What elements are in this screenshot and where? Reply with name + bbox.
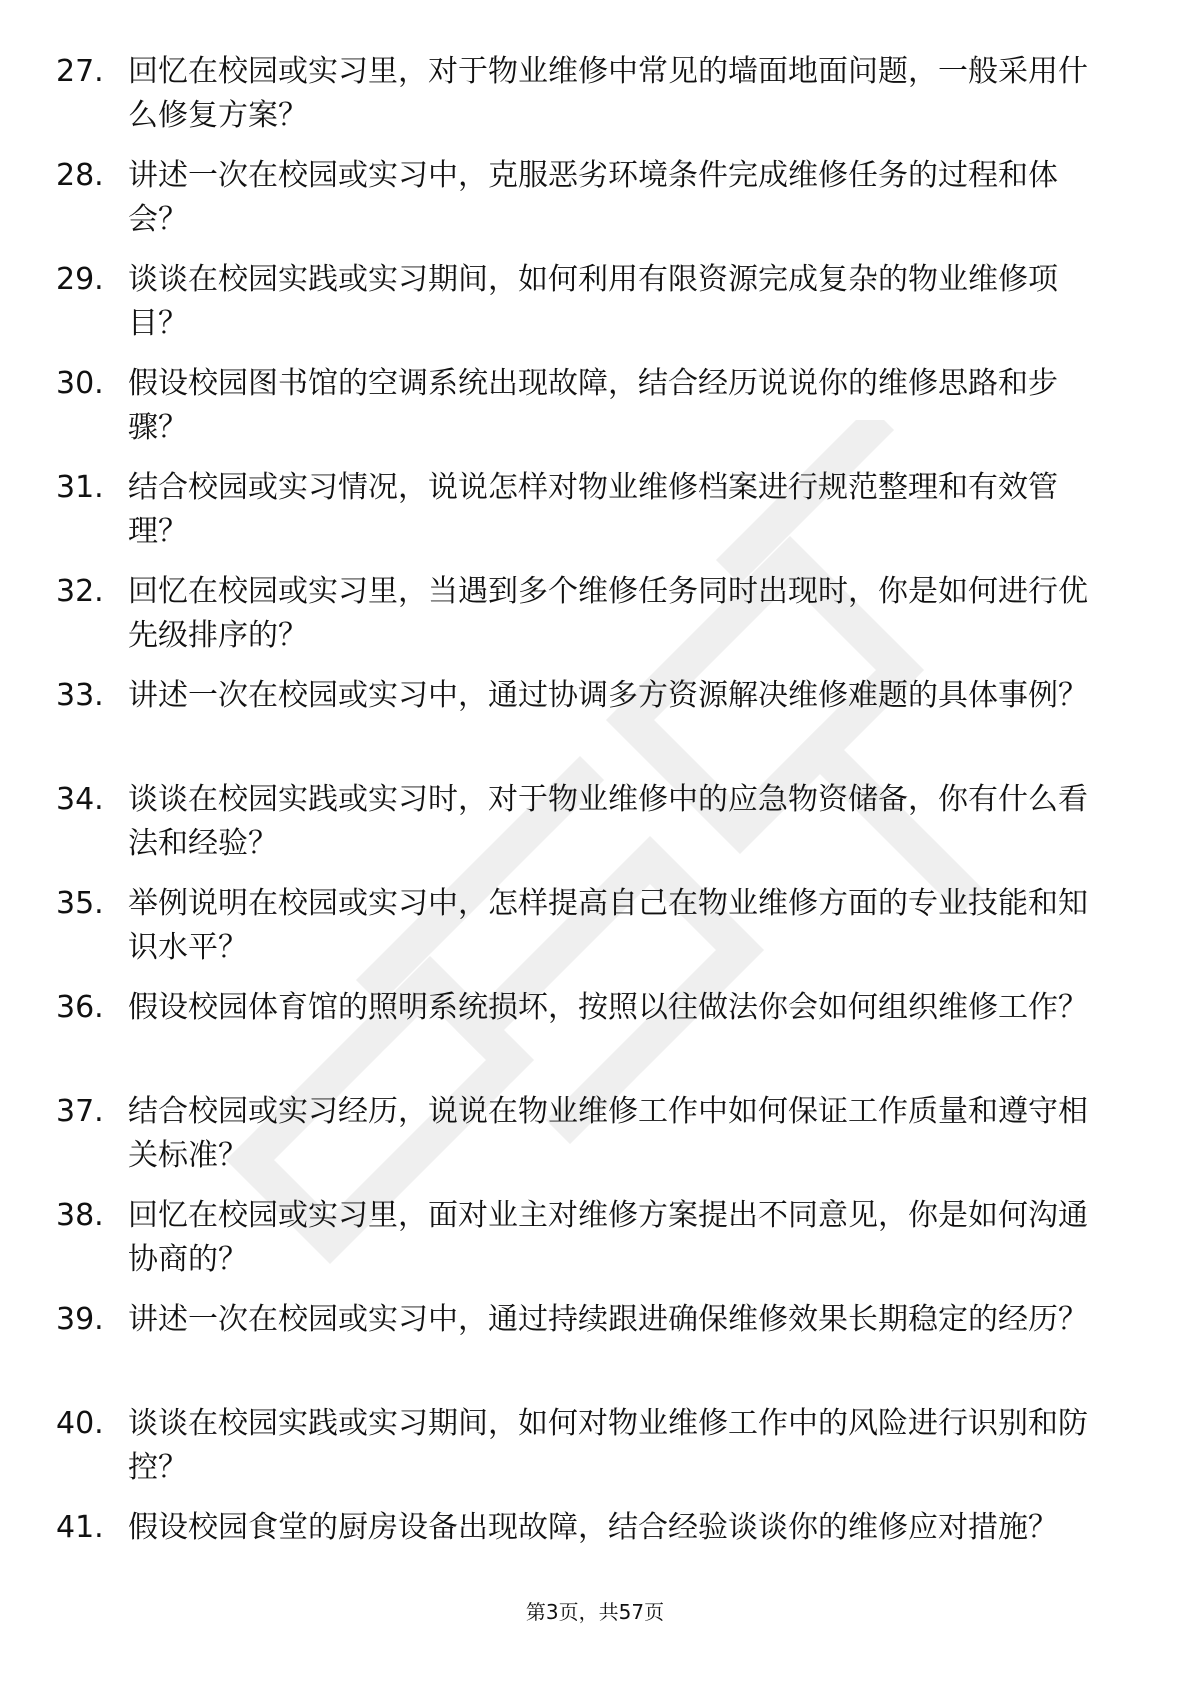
question-text: 结合校园或实习情况，说说怎样对物业维修档案进行规范整理和有效管理？ — [128, 470, 1058, 549]
question-item — [0, 570, 1190, 674]
question-text: 回忆在校园或实习里，对于物业维修中常见的墙面地面问题，一般采用什么修复方案？ — [128, 54, 1088, 133]
question-item — [0, 1194, 1190, 1298]
question-number: 39. — [56, 1302, 104, 1337]
question-number: 32. — [56, 574, 104, 609]
question-item — [0, 674, 1190, 778]
question-number: 30. — [56, 366, 104, 401]
question-text: 假设校园食堂的厨房设备出现故障，结合经验谈谈你的维修应对措施？ — [128, 1510, 1058, 1545]
question-item — [0, 362, 1190, 466]
question-text: 讲述一次在校园或实习中，通过协调多方资源解决维修难题的具体事例？ — [128, 678, 1088, 713]
question-item — [0, 882, 1190, 986]
question-number: 27. — [56, 54, 104, 89]
question-text: 回忆在校园或实习里，当遇到多个维修任务同时出现时，你是如何进行优先级排序的？ — [128, 574, 1088, 653]
question-list — [0, 50, 1190, 1610]
question-text: 举例说明在校园或实习中，怎样提高自己在物业维修方面的专业技能和知识水平？ — [128, 886, 1088, 965]
question-number: 38. — [56, 1198, 104, 1233]
question-number: 36. — [56, 990, 104, 1025]
question-item — [0, 1298, 1190, 1402]
question-text: 结合校园或实习经历，说说在物业维修工作中如何保证工作质量和遵守相关标准？ — [128, 1094, 1088, 1173]
question-item — [0, 258, 1190, 362]
question-text: 回忆在校园或实习里，面对业主对维修方案提出不同意见，你是如何沟通协商的？ — [128, 1198, 1088, 1277]
question-text: 谈谈在校园实践或实习时，对于物业维修中的应急物资储备，你有什么看法和经验？ — [128, 782, 1088, 861]
question-number: 29. — [56, 262, 104, 297]
question-item — [0, 466, 1190, 570]
question-number: 33. — [56, 678, 104, 713]
question-text: 假设校园图书馆的空调系统出现故障，结合经历说说你的维修思路和步骤？ — [128, 366, 1058, 445]
question-item — [0, 154, 1190, 258]
question-text: 讲述一次在校园或实习中，克服恶劣环境条件完成维修任务的过程和体会？ — [128, 158, 1058, 237]
question-number: 31. — [56, 470, 104, 505]
question-number: 37. — [56, 1094, 104, 1129]
question-item — [0, 1090, 1190, 1194]
question-text: 谈谈在校园实践或实习期间，如何对物业维修工作中的风险进行识别和防控？ — [128, 1406, 1088, 1485]
question-number: 34. — [56, 782, 104, 817]
question-item — [0, 1506, 1190, 1610]
question-number: 40. — [56, 1406, 104, 1441]
question-item — [0, 986, 1190, 1090]
question-number: 28. — [56, 158, 104, 193]
question-item — [0, 1402, 1190, 1506]
question-item — [0, 778, 1190, 882]
question-text: 谈谈在校园实践或实习期间，如何利用有限资源完成复杂的物业维修项目？ — [128, 262, 1058, 341]
page-number-footer: 第3页，共57页 — [525, 1600, 665, 1624]
question-number: 35. — [56, 886, 104, 921]
question-item — [0, 50, 1190, 154]
question-text: 假设校园体育馆的照明系统损坏，按照以往做法你会如何组织维修工作？ — [128, 990, 1088, 1025]
question-text: 讲述一次在校园或实习中，通过持续跟进确保维修效果长期稳定的经历？ — [128, 1302, 1088, 1337]
question-number: 41. — [56, 1510, 104, 1545]
